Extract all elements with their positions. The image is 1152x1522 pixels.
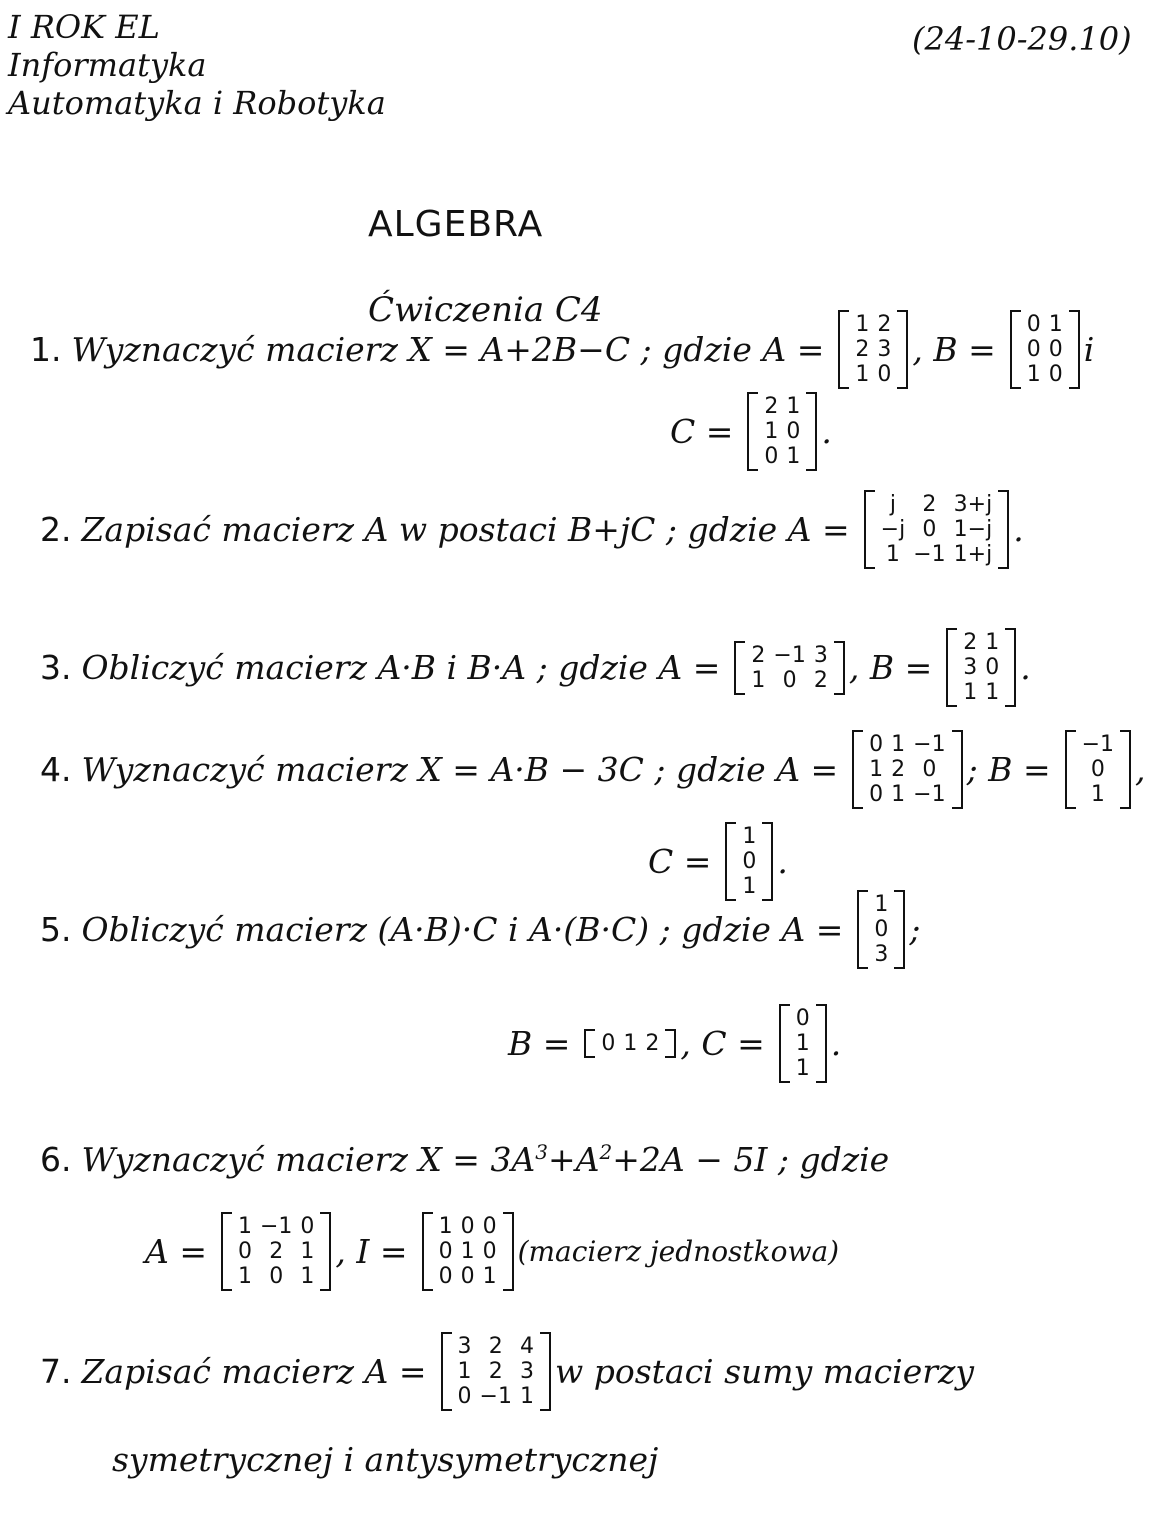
task-number: 1. — [30, 330, 62, 369]
matrix-label: A = — [145, 1232, 207, 1271]
matrix-entry: 2 — [645, 1031, 660, 1056]
date-range: (24-10-29.10) — [912, 20, 1132, 58]
matrix-entry: 0 — [869, 782, 884, 807]
matrix-entry: 0 — [786, 419, 801, 444]
task-text: Obliczyć macierz (A·B)·C i A·(B·C) ; gdzie A = — [81, 910, 844, 949]
matrix-label: C = — [648, 842, 712, 881]
task-5-continued — [508, 1004, 851, 1083]
matrix-entry: 1 — [786, 444, 801, 469]
matrix-entry: 0 — [300, 1214, 315, 1239]
matrix-entry: 1 — [300, 1264, 315, 1289]
matrix-entry: 1 — [874, 892, 889, 917]
matrix-grid — [790, 1004, 816, 1083]
matrix-entry: 1+j — [953, 542, 993, 567]
task-text — [82, 1140, 890, 1179]
matrix-entry: 0 — [460, 1214, 475, 1239]
matrix-entry: 1−j — [953, 517, 993, 542]
matrix-b — [584, 1029, 676, 1058]
separator: ; — [909, 910, 921, 949]
task-7 — [40, 1332, 984, 1411]
matrix-entry: 2 — [488, 1359, 503, 1384]
terminator: . — [777, 842, 788, 881]
matrix-entry: 1 — [885, 542, 900, 567]
matrix-entry: 3 — [519, 1359, 534, 1384]
matrix-entry: 1 — [855, 312, 870, 337]
task-number: 3. — [40, 648, 72, 687]
matrix-b — [1010, 310, 1080, 389]
task-5 — [40, 890, 931, 969]
matrix-entry: 2 — [922, 492, 937, 517]
matrix-entry: 0 — [877, 362, 892, 387]
task-number: 5. — [40, 910, 72, 949]
task-text: w postaci sumy macierzy — [554, 1352, 975, 1391]
matrix-entry: 1 — [460, 1239, 475, 1264]
matrix-b — [946, 628, 1016, 707]
group-label: I ROK EL — [8, 8, 160, 46]
matrix-entry: −1 — [479, 1384, 512, 1409]
matrix-entry: 2 — [488, 1334, 503, 1359]
matrix-grid — [452, 1332, 540, 1411]
task-text-part: +2A − 5I ; gdzie — [612, 1140, 890, 1179]
matrix-entry: 0 — [482, 1239, 497, 1264]
matrix-entry: 0 — [1048, 337, 1063, 362]
task-7-continued — [112, 1440, 668, 1479]
matrix-a — [857, 890, 905, 969]
matrix-grid — [595, 1029, 665, 1058]
matrix-entry: 1 — [786, 394, 801, 419]
matrix-entry: 2 — [891, 757, 906, 782]
matrix-entry: 1 — [985, 630, 1000, 655]
task-text: Wyznaczyć macierz X = A·B − 3C ; gdzie A = — [81, 750, 839, 789]
task-number: 6. — [40, 1140, 72, 1179]
matrix-entry: 0 — [869, 732, 884, 757]
matrix-entry: 1 — [869, 757, 884, 782]
matrix-grid — [957, 628, 1005, 707]
task-1-continued — [670, 392, 842, 471]
matrix-entry: 1 — [1090, 782, 1105, 807]
task-4 — [40, 730, 1152, 809]
matrix-entry: −1 — [913, 732, 946, 757]
terminator: . — [1020, 648, 1031, 687]
matrix-entry: −1 — [913, 542, 946, 567]
matrix-entry: 1 — [795, 1031, 810, 1056]
terminator: . — [1013, 510, 1024, 549]
matrix-entry: 1 — [1048, 312, 1063, 337]
matrix-entry: 2 — [877, 312, 892, 337]
matrix-entry: 1 — [742, 824, 757, 849]
matrix-entry: 3 — [874, 942, 889, 967]
matrix-entry: 0 — [460, 1264, 475, 1289]
matrix-entry: 0 — [922, 517, 937, 542]
matrix-a — [734, 641, 844, 695]
task-text-part: +A — [548, 1140, 600, 1179]
matrix-label: , I = — [335, 1232, 408, 1271]
separator: , — [1135, 750, 1146, 789]
matrix-entry: 0 — [782, 667, 797, 693]
matrix-entry: 1 — [237, 1264, 252, 1289]
field-informatics: Informatyka — [8, 46, 207, 84]
matrix-entry: 0 — [764, 444, 779, 469]
task-number: 7. — [40, 1352, 72, 1391]
terminator: . — [821, 412, 832, 451]
matrix-entry: 0 — [985, 655, 1000, 680]
exponent: 2 — [599, 1140, 613, 1164]
matrix-entry: 1 — [891, 782, 906, 807]
matrix-entry: 2 — [855, 337, 870, 362]
matrix-entry: 2 — [764, 394, 779, 419]
matrix-entry: 1 — [855, 362, 870, 387]
matrix-grid — [745, 641, 833, 695]
matrix-entry: 1 — [457, 1359, 472, 1384]
matrix-entry: 3 — [963, 655, 978, 680]
matrix-entry: 2 — [269, 1239, 284, 1264]
task-2 — [40, 490, 1034, 569]
task-1 — [30, 310, 1104, 389]
matrix-entry: 1 — [1026, 362, 1041, 387]
matrix-label: , C = — [680, 1024, 765, 1063]
task-6-continued — [145, 1212, 849, 1291]
matrix-entry: 0 — [1026, 337, 1041, 362]
matrix-entry: 1 — [985, 680, 1000, 705]
matrix-entry: 0 — [874, 917, 889, 942]
matrix-grid — [868, 890, 894, 969]
matrix-c — [747, 392, 817, 471]
matrix-entry: 0 — [1048, 362, 1063, 387]
matrix-entry: −j — [880, 517, 906, 542]
separator: , B = — [848, 648, 933, 687]
matrix-entry: 1 — [438, 1214, 453, 1239]
matrix-entry: 0 — [1090, 757, 1105, 782]
matrix-entry: 3 — [813, 642, 828, 668]
matrix-grid — [863, 730, 951, 809]
task-number: 4. — [40, 750, 72, 789]
matrix-entry: 3+j — [953, 492, 993, 517]
matrix-entry: 1 — [764, 419, 779, 444]
matrix-entry: 0 — [457, 1384, 472, 1409]
matrix-a — [852, 730, 962, 809]
matrix-entry: 0 — [438, 1239, 453, 1264]
matrix-entry: 2 — [963, 630, 978, 655]
matrix-grid — [875, 490, 999, 569]
matrix-entry: −1 — [913, 782, 946, 807]
matrix-entry: −1 — [1081, 732, 1115, 757]
matrix-entry: 0 — [438, 1264, 453, 1289]
task-text: Obliczyć macierz A·B i B·A ; gdzie A = — [81, 648, 721, 687]
task-text: symetrycznej i antysymetrycznej — [112, 1440, 659, 1479]
task-3 — [40, 628, 1041, 707]
matrix-entry: 3 — [877, 337, 892, 362]
matrix-entry: 2 — [813, 667, 828, 693]
task-text: Zapisać macierz A w postaci B+jC ; gdzie A = — [81, 510, 850, 549]
matrix-entry: 0 — [237, 1239, 252, 1264]
matrix-entry: −1 — [773, 642, 806, 668]
task-number: 2. — [40, 510, 72, 549]
matrix-entry: 1 — [482, 1264, 497, 1289]
matrix-entry: 1 — [237, 1214, 252, 1239]
task-6 — [40, 1140, 899, 1179]
task-text: Zapisać macierz A = — [81, 1352, 427, 1391]
matrix-entry: 0 — [269, 1264, 284, 1289]
matrix-entry: 0 — [1026, 312, 1041, 337]
matrix-entry: 1 — [963, 680, 978, 705]
matrix-entry: 0 — [795, 1006, 810, 1031]
page-subtitle: Ćwiczenia C4 — [368, 290, 603, 330]
matrix-label: C = — [670, 412, 734, 451]
matrix-entry: −1 — [259, 1214, 293, 1239]
matrix-a — [221, 1212, 331, 1291]
matrix-entry: 4 — [519, 1334, 534, 1359]
matrix-entry: 1 — [751, 667, 766, 693]
terminator: . — [830, 1024, 842, 1063]
matrix-grid — [849, 310, 897, 389]
matrix-b — [1065, 730, 1131, 809]
matrix-entry: 1 — [742, 874, 757, 899]
matrix-entry: 2 — [751, 642, 766, 668]
identity-note: (macierz jednostkowa) — [517, 1235, 840, 1268]
matrix-entry: j — [889, 492, 896, 517]
matrix-grid — [232, 1212, 320, 1291]
matrix-grid — [433, 1212, 503, 1291]
page-title: ALGEBRA — [368, 204, 544, 245]
matrix-a — [864, 490, 1010, 569]
matrix-entry: 0 — [742, 849, 757, 874]
matrix-a — [441, 1332, 551, 1411]
matrix-grid — [758, 392, 806, 471]
separator: i — [1083, 330, 1095, 369]
matrix-entry: 0 — [601, 1031, 616, 1056]
matrix-c — [779, 1004, 827, 1083]
matrix-entry: 1 — [795, 1056, 810, 1081]
matrix-entry: 1 — [300, 1239, 315, 1264]
exponent: 3 — [535, 1140, 549, 1164]
matrix-grid — [1021, 310, 1069, 389]
field-automation: Automatyka i Robotyka — [8, 84, 386, 122]
matrix-entry: 1 — [623, 1031, 638, 1056]
separator: ; B = — [966, 750, 1051, 789]
matrix-label: B = — [508, 1024, 571, 1063]
separator: , B = — [912, 330, 996, 369]
header-block — [8, 8, 386, 122]
matrix-grid — [1076, 730, 1120, 809]
matrix-entry: 3 — [457, 1334, 472, 1359]
matrix-entry: 0 — [482, 1214, 497, 1239]
matrix-entry: 1 — [891, 732, 906, 757]
matrix-entry: 0 — [922, 757, 937, 782]
matrix-identity — [422, 1212, 514, 1291]
task-text: Wyznaczyć macierz X = A+2B−C ; gdzie A = — [71, 330, 825, 369]
matrix-entry: 1 — [519, 1384, 534, 1409]
matrix-a — [838, 310, 908, 389]
task-text-part: Wyznaczyć macierz X = 3A — [81, 1140, 536, 1179]
